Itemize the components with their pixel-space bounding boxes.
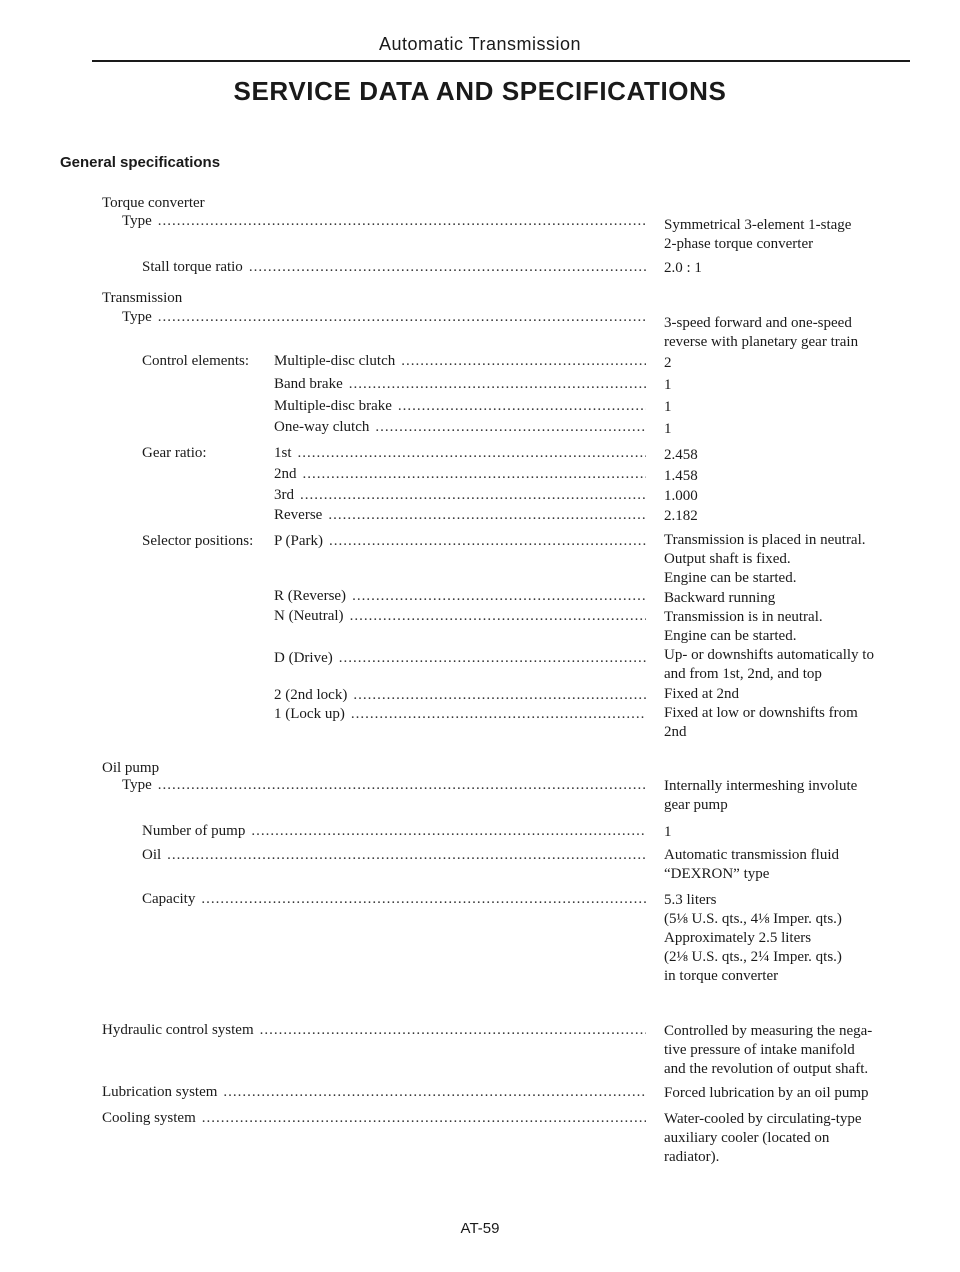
control-elements-heading: Control elements: (142, 353, 250, 369)
dot-leader (328, 506, 646, 525)
gear-ratio-heading: Gear ratio: (142, 445, 207, 461)
dot-leader (351, 705, 646, 724)
oil-pump-type-row (122, 776, 646, 795)
number-of-pump-label: Number of pump (142, 823, 246, 839)
oil-value: Automatic transmission fluid “DEXRON” type (664, 847, 839, 882)
selector-neutral-value: Transmission is in neutral. Engine can be started. (664, 609, 823, 644)
gear-ratio-row: 3rd ..... (274, 486, 646, 505)
control-element-row: Band brake ..... (274, 375, 646, 394)
capacity-label: Capacity (142, 891, 196, 907)
selector-drive-value: Up- or downshifts automatically to and from 1st, 2nd, and top (664, 647, 874, 682)
transmission-type-label: Type (122, 309, 152, 325)
oil-pump-type-value: Internally intermeshing involute gear pump (664, 778, 858, 813)
gear-ratio-value: 1.458 (664, 468, 698, 484)
gear-ratio-value: 2.458 (664, 447, 698, 463)
torque-converter-type-value: Symmetrical 3-element 1-stage 2-phase torque converter (664, 217, 852, 252)
selector-2nd-lock-value: Fixed at 2nd (664, 686, 739, 702)
control-element-row: One-way clutch ..... (274, 418, 646, 437)
torque-converter-type-row (122, 212, 646, 231)
gear-ratio-row: 1st ..... (274, 444, 646, 463)
dot-leader (349, 375, 646, 394)
dot-leader (401, 352, 646, 371)
dot-leader (350, 607, 646, 626)
selector-park-row: P (Park) ..... (274, 532, 646, 551)
stall-torque-row (142, 258, 646, 277)
stall-torque-value: 2.0 : 1 (664, 260, 702, 276)
stall-torque-label: Stall torque ratio (142, 259, 243, 275)
cooling-value: Water-cooled by circulating-type auxiliary cooler (located on radiator). (664, 1111, 862, 1165)
hydraulic-control-value: Controlled by measuring the nega- tive pressure of intake manifold and the revolution of output shaft. (664, 1023, 873, 1077)
dot-leader (339, 649, 646, 668)
dot-leader (398, 397, 646, 416)
selector-park-value: Transmission is placed in neutral. Output shaft is fixed. Engine can be started. (664, 532, 866, 586)
dot-leader (353, 686, 646, 705)
gear-ratio-value: 2.182 (664, 508, 698, 524)
number-of-pump-row (142, 822, 646, 841)
dot-leader (375, 418, 646, 437)
dot-leader (298, 444, 646, 463)
dot-leader (223, 1083, 646, 1102)
number-of-pump-value: 1 (664, 824, 672, 840)
transmission-type-value: 3-speed forward and one-speed reverse with planetary gear train (664, 315, 859, 350)
dot-leader (202, 1109, 646, 1128)
dot-leader (158, 776, 646, 795)
capacity-value: 5.3 liters (5⅛ U.S. qts., 4⅛ Imper. qts.) Approximately 2.5 liters (2⅛ U.S. qts., 2¼ Imper. qts.) in torque converter (664, 892, 842, 984)
lubrication-row (102, 1083, 646, 1102)
lubrication-value: Forced lubrication by an oil pump (664, 1085, 869, 1101)
selector-neutral-row: N (Neutral) ..... (274, 607, 646, 626)
gear-ratio-row: 2nd ..... (274, 465, 646, 484)
selector-drive-row: D (Drive) ..... (274, 649, 646, 668)
dot-leader (260, 1021, 646, 1040)
selector-reverse-value: Backward running (664, 590, 776, 606)
control-element-row: Multiple-disc clutch ..... (274, 352, 646, 371)
running-header: Automatic Transmission (378, 34, 582, 54)
selector-lock-up-value: Fixed at low or downshifts from 2nd (664, 705, 858, 740)
capacity-row (142, 890, 646, 909)
dot-leader (329, 532, 646, 551)
dot-leader (251, 822, 646, 841)
control-element-value: 2 (664, 355, 672, 371)
torque-converter-type-label: Type (122, 213, 152, 229)
selector-2nd-lock-row: 2 (2nd lock) ..... (274, 686, 646, 705)
cooling-row (102, 1109, 646, 1128)
hydraulic-control-label: Hydraulic control system (102, 1022, 254, 1038)
control-element-value: 1 (664, 421, 672, 437)
dot-leader (167, 846, 646, 865)
dot-leader (300, 486, 646, 505)
selector-reverse-row: R (Reverse) ..... (274, 587, 646, 606)
cooling-label: Cooling system (102, 1110, 196, 1126)
dot-leader (158, 212, 646, 231)
torque-converter-heading: Torque converter (102, 195, 205, 211)
oil-pump-heading: Oil pump (102, 760, 160, 776)
gear-ratio-row: Reverse ..... (274, 506, 646, 525)
selector-lock-up-row: 1 (Lock up) ..... (274, 705, 646, 724)
dot-leader (303, 465, 647, 484)
oil-pump-type-label: Type (122, 777, 152, 793)
dot-leader (249, 258, 646, 277)
control-element-value: 1 (664, 399, 672, 415)
dot-leader (158, 308, 646, 327)
page-title: SERVICE DATA AND SPECIFICATIONS (233, 76, 727, 106)
dot-leader (201, 890, 646, 909)
control-element-value: 1 (664, 377, 672, 393)
oil-label: Oil (142, 847, 162, 863)
hydraulic-control-row (102, 1021, 646, 1040)
transmission-type-row (122, 308, 646, 327)
dot-leader (352, 587, 646, 606)
selector-positions-heading: Selector positions: (142, 533, 254, 549)
transmission-heading: Transmission (102, 290, 183, 306)
gear-ratio-value: 1.000 (664, 488, 698, 504)
control-element-row: Multiple-disc brake ..... (274, 397, 646, 416)
lubrication-label: Lubrication system (102, 1084, 218, 1100)
oil-row (142, 846, 646, 865)
section-heading: General specifications (60, 154, 221, 171)
page-number: AT-59 (460, 1220, 500, 1237)
header-rule (92, 60, 910, 62)
